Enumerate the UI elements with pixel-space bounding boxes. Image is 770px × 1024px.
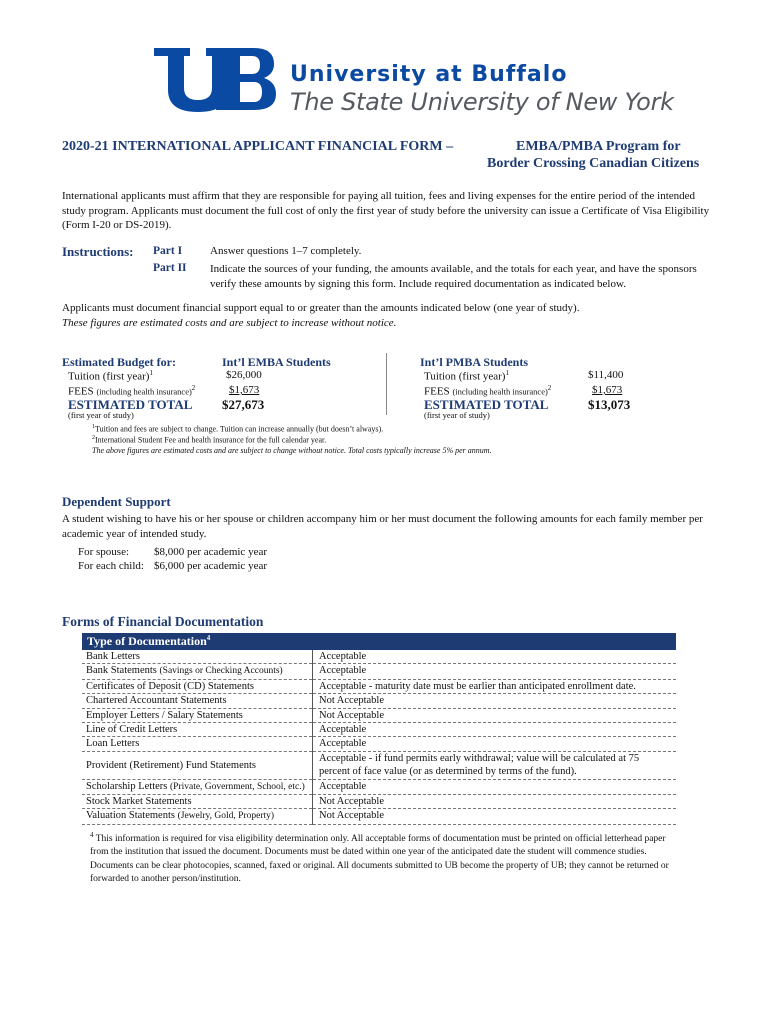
emba-total-label: ESTIMATED TOTAL (68, 397, 193, 412)
pmba-total-label: ESTIMATED TOTAL (424, 397, 549, 412)
pmba-fees-label: FEES (including health insurance)$^2$ (424, 384, 552, 398)
documentation-table (82, 633, 676, 825)
doc-status: Not Acceptable (313, 708, 677, 722)
table-row (82, 679, 676, 693)
part2-text: Indicate the sources of your funding, the amounts available, and the totals for each year, and have the sponsors verify these amounts by signing this form. Include required documentation as indicated below. (210, 263, 697, 290)
table-row (82, 737, 676, 751)
doc-status: Acceptable (313, 664, 677, 679)
table-row (82, 779, 676, 794)
doc-status: Acceptable - maturity date must be earlier than anticipated enrollment date. (313, 679, 677, 693)
part2-label: Part II (153, 262, 187, 274)
requirement-line1: Applicants must document financial support equal to or greater than the amounts indicated below (one year of study). (62, 302, 580, 314)
doc-status: Acceptable (313, 650, 677, 664)
logo-subtitle: The State University of New York (290, 88, 674, 116)
child-amount: $6,000 per academic year (154, 560, 267, 572)
pmba-tuition-label: Tuition (first year)$^1$ (424, 369, 509, 383)
emba-tuition-amount: $26,000 (226, 369, 262, 381)
table-row (82, 650, 676, 664)
spouse-amount: $8,000 per academic year (154, 546, 267, 558)
doc-status: Acceptable (313, 779, 677, 794)
doc-type: Chartered Accountant Statements (82, 694, 313, 708)
budget-heading: Estimated Budget for: (62, 355, 176, 369)
table-row (82, 664, 676, 679)
documentation-footnote: $^4$ This information is required for visa eligibility determination only. All acceptable forms of documentation must be printed on official letterhead paper from the institution that issued the document. Documents must be dated within one year of the anticipated date the student will commence studies. Documents can be clear photocopies, scanned, faxed or original. All documents submitted to UB become the property of UB; they cannot be returned or forwarded to another person/institution. (90, 831, 669, 884)
ub-logo-icon (150, 44, 278, 114)
doc-status: Acceptable - if fund permits early withdrawal; value will be calculated at 75 percent of face value (or as determined by terms of the fund). (313, 751, 677, 779)
dependent-text: A student wishing to have his or her spouse or children accompany him or her must document the following amounts for each family member per academic year of intended study. (62, 513, 703, 540)
emba-heading: Int’l EMBA Students (222, 355, 331, 369)
doc-status: Acceptable (313, 737, 677, 751)
doc-type: Provident (Retirement) Fund Statements (82, 751, 313, 779)
requirement-line2: These figures are estimated costs and are subject to increase without notice. (62, 316, 397, 329)
table-header-row (82, 633, 676, 650)
doc-type: Stock Market Statements (82, 795, 313, 809)
emba-fees-label: FEES (including health insurance)$^2$ (68, 384, 196, 398)
spouse-label: For spouse: (78, 546, 130, 558)
doc-status: Acceptable (313, 723, 677, 737)
doc-type: Line of Credit Letters (82, 723, 313, 737)
form-title: 2020-21 INTERNATIONAL APPLICANT FINANCIAL FORM – (62, 139, 454, 154)
doc-status: Not Acceptable (313, 809, 677, 824)
part1-text: Answer questions 1–7 completely. (210, 245, 362, 257)
table-row (82, 795, 676, 809)
table-row (82, 694, 676, 708)
budget-footnote-2: $^2$International Student Fee and health insurance for the full calendar year. (92, 435, 327, 445)
doc-type: Certificates of Deposit (CD) Statements (82, 679, 313, 693)
doc-type: Bank Statements (Savings or Checking Accounts) (82, 664, 313, 679)
doc-status: Not Acceptable (313, 795, 677, 809)
pmba-heading: Int’l PMBA Students (420, 355, 529, 369)
budget-footnote-3: The above figures are estimated costs and are subject to change without notice. Total costs typically increase 5% per annum. (92, 446, 492, 455)
emba-total-sub: (first year of study) (68, 410, 134, 420)
doc-type: Bank Letters (82, 650, 313, 664)
emba-tuition-label: Tuition (first year)$^1$ (68, 369, 153, 383)
requirement-text (62, 301, 722, 330)
program-subtitle: Border Crossing Canadian Citizens (487, 156, 700, 171)
logo-title: University at Buffalo (290, 62, 568, 87)
budget-divider (386, 353, 387, 415)
part1-label: Part I (153, 245, 183, 257)
pmba-total-sub: (first year of study) (424, 410, 490, 420)
doc-type: Employer Letters / Salary Statements (82, 708, 313, 722)
pmba-fees-amount: $1,673 (592, 384, 623, 396)
emba-fees-amount: $1,673 (229, 384, 260, 396)
pmba-tuition-amount: $11,400 (588, 369, 624, 381)
forms-heading: Forms of Financial Documentation (62, 614, 264, 629)
emba-total-amount: $27,673 (222, 397, 265, 412)
doc-type: Valuation Statements (Jewelry, Gold, Property) (82, 809, 313, 824)
doc-status: Not Acceptable (313, 694, 677, 708)
table-row (82, 723, 676, 737)
doc-type: Loan Letters (82, 737, 313, 751)
table-row (82, 809, 676, 824)
doc-type: Scholarship Letters (Private, Government, School, etc.) (82, 779, 313, 794)
budget-footnote-1: $^1$Tuition and fees are subject to change. Tuition can increase annually (but doesn’t always). (92, 424, 384, 434)
table-header: Type of Documentation$^4$ (82, 633, 676, 650)
table-row (82, 708, 676, 722)
dependent-heading: Dependent Support (62, 494, 171, 509)
intro-paragraph: International applicants must affirm that they are responsible for paying all tuition, fees and living expenses for the entire period of the intended study program. Applicants must document the full cost of only the first year of study before the university can issue a Certificate of Visa Eligibility (Form I-20 or DS-2019). (62, 190, 710, 231)
program-title: EMBA/PMBA Program for (516, 139, 681, 154)
pmba-total-amount: $13,073 (588, 397, 631, 412)
instructions-label: Instructions: (62, 244, 134, 259)
table-row (82, 751, 676, 779)
child-label: For each child: (78, 560, 144, 572)
